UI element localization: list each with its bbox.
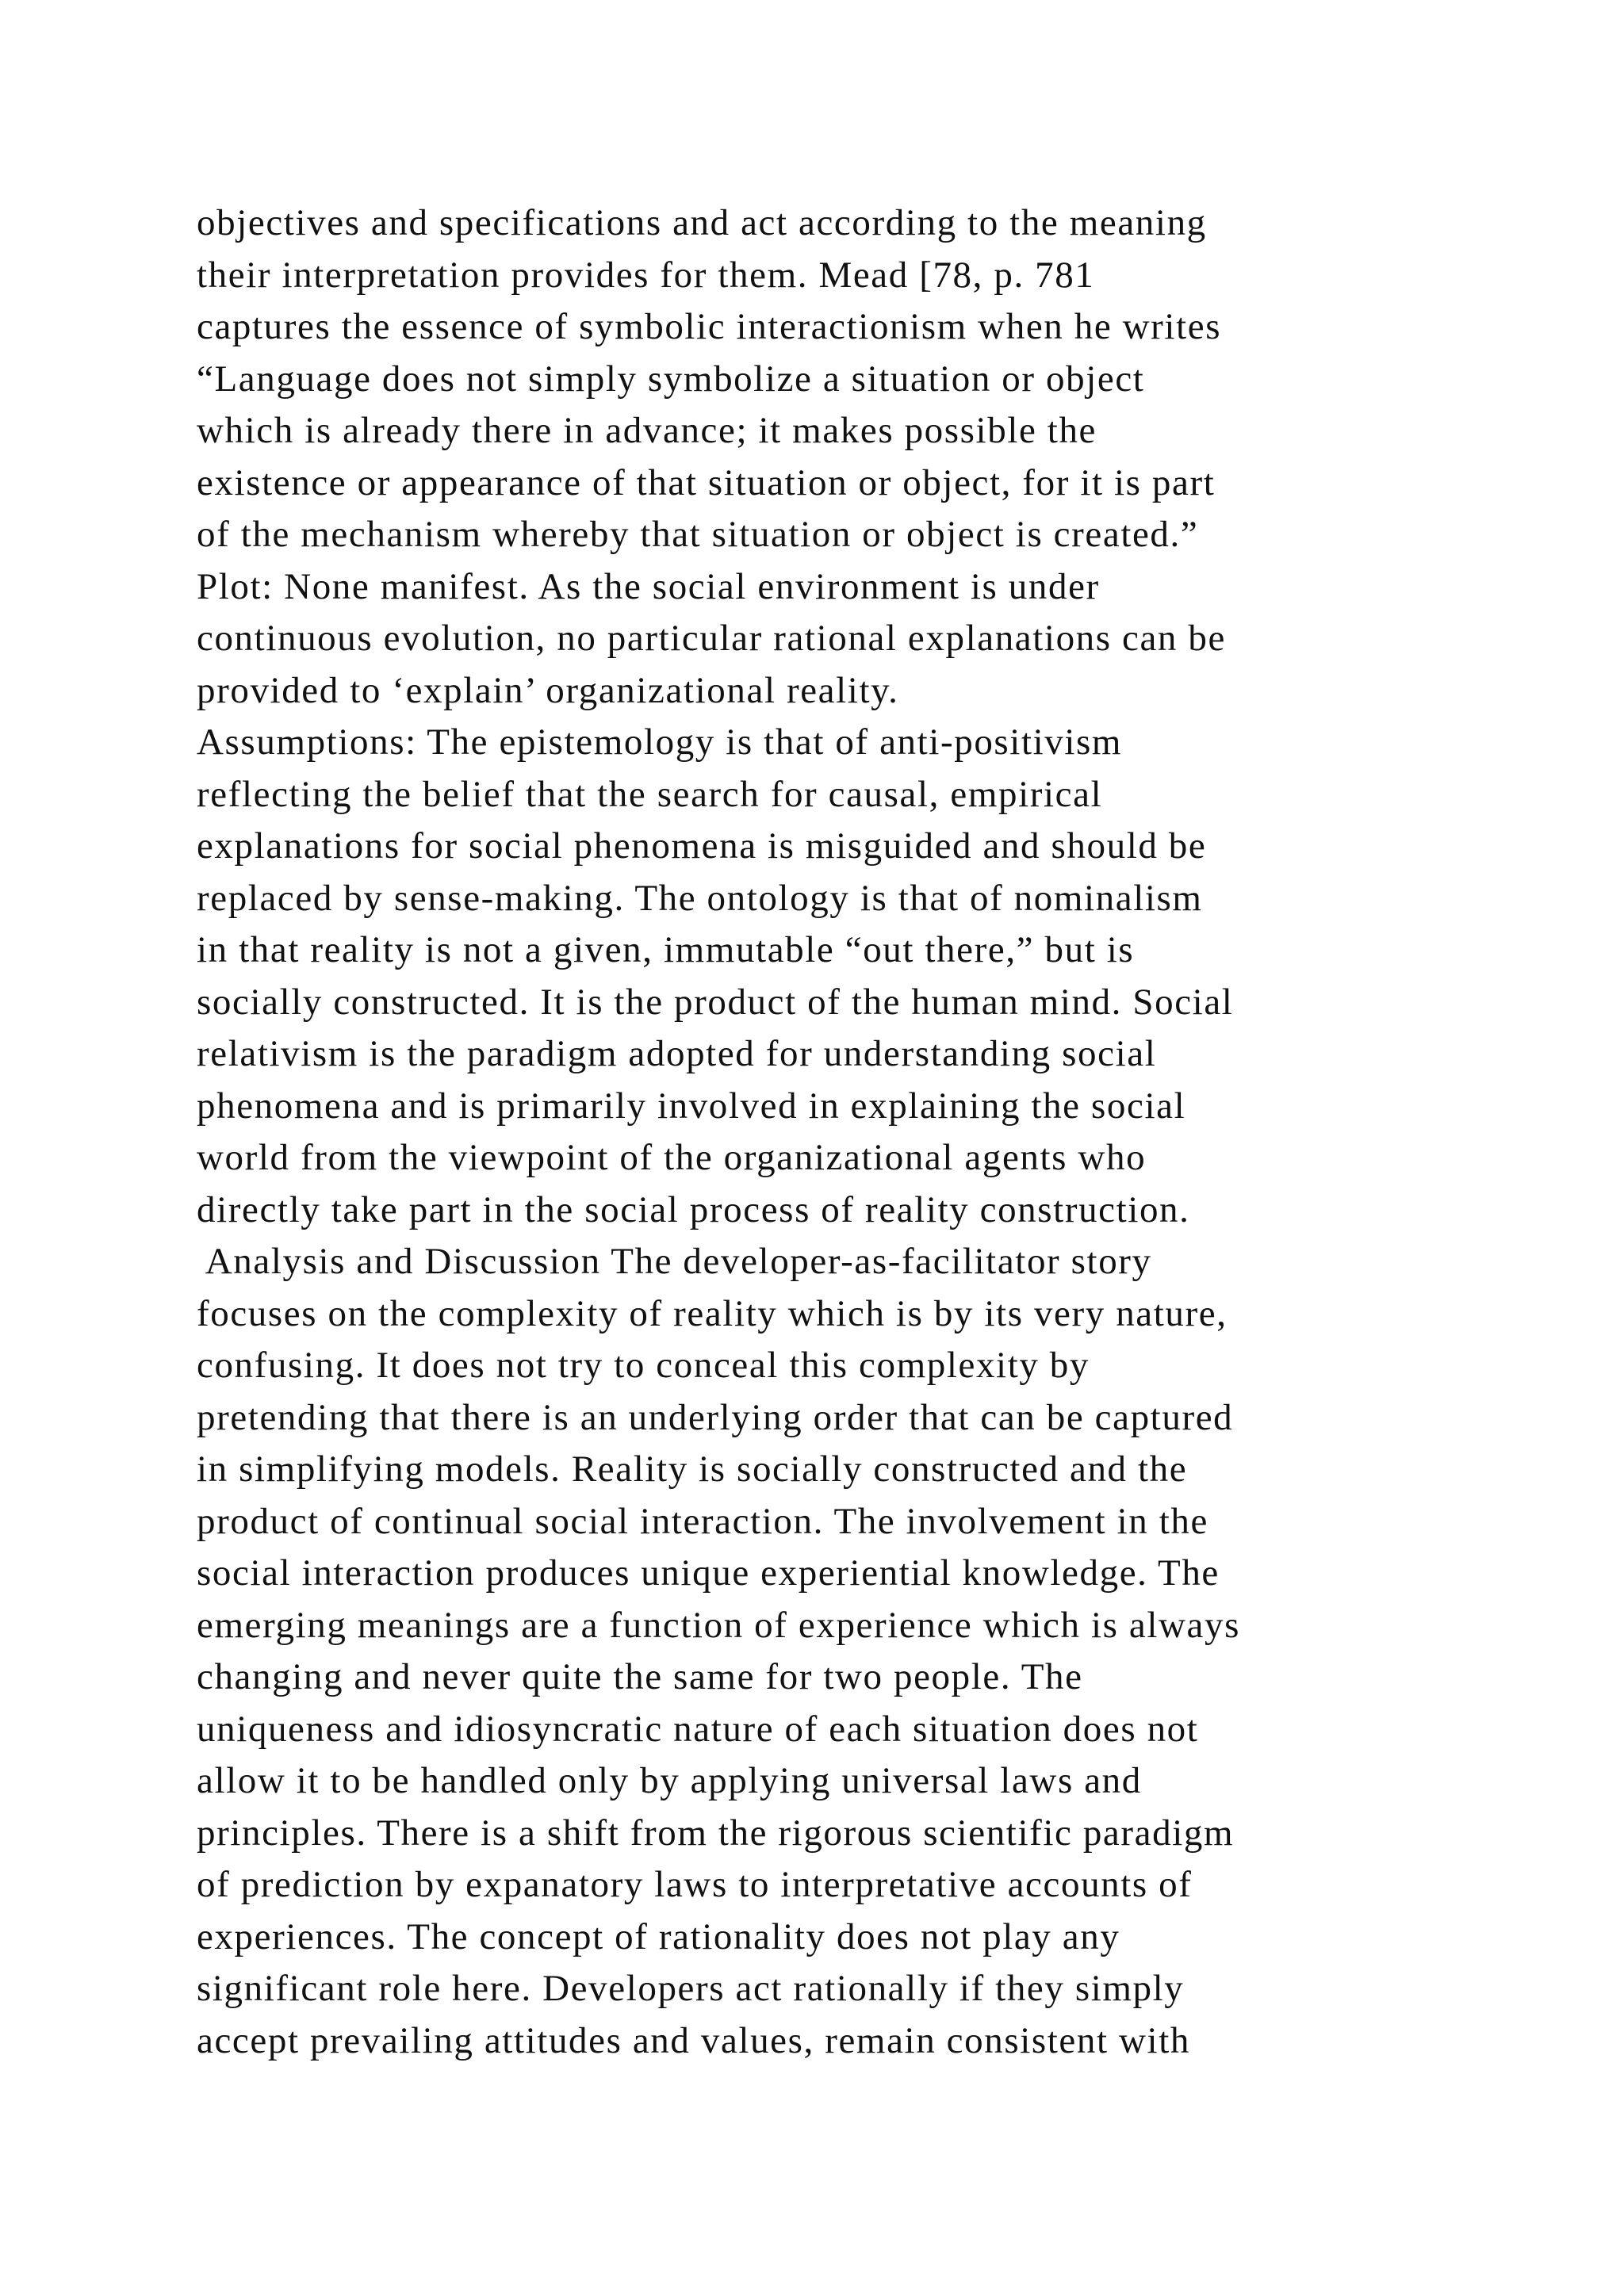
text-line: world from the viewpoint of the organizational agents who (197, 1137, 1147, 1178)
text-line: captures the essence of symbolic interactionism when he writes (197, 306, 1222, 347)
text-line: focuses on the complexity of reality which is by its very nature, (197, 1292, 1228, 1334)
text-line: of prediction by expanatory laws to interpretative accounts of (197, 1864, 1193, 1905)
text-line: provided to ‘explain’ organizational reality. (197, 669, 899, 711)
text-line: objectives and specifications and act according to the meaning (197, 202, 1207, 243)
text-line: principles. There is a shift from the rigorous scientific paradigm (197, 1812, 1235, 1854)
text-line: directly take part in the social process of reality construction. (197, 1188, 1190, 1230)
text-line: reflecting the belief that the search for causal, empirical (197, 773, 1103, 815)
text-line: in simplifying models. Reality is socially constructed and the (197, 1448, 1188, 1490)
text-line: relativism is the paradigm adopted for understanding social (197, 1033, 1157, 1074)
text-line: socially constructed. It is the product of the human mind. Social (197, 981, 1234, 1023)
text-line: accept prevailing attitudes and values, remain consistent with (197, 2019, 1190, 2061)
text-line: replaced by sense-making. The ontology is that of nominalism (197, 877, 1203, 919)
text-line: experiences. The concept of rationality does not play any (197, 1915, 1120, 1957)
text-line: pretending that there is an underlying order that can be captured (197, 1396, 1234, 1438)
text-line: in that reality is not a given, immutable “out there,” but is (197, 929, 1135, 970)
text-line: significant role here. Developers act rationally if they simply (197, 1968, 1185, 2009)
text-line: “Language does not simply symbolize a situation or object (197, 358, 1145, 400)
text-line: changing and never quite the same for two people. The (197, 1656, 1083, 1697)
text-line: of the mechanism whereby that situation or object is created.” (197, 514, 1199, 555)
text-line: emerging meanings are a function of experience which is always (197, 1604, 1240, 1646)
text-line: Analysis and Discussion The developer-as-facilitator story (197, 1241, 1152, 1282)
text-line: product of continual social interaction. The involvement in the (197, 1500, 1208, 1542)
text-line: allow it to be handled only by applying universal laws and (197, 1760, 1142, 1801)
text-line: Plot: None manifest. As the social environment is under (197, 565, 1100, 607)
text-line: explanations for social phenomena is misguided and should be (197, 825, 1207, 867)
text-line: social interaction produces unique experiential knowledge. The (197, 1552, 1220, 1594)
text-line: existence or appearance of that situation or object, for it is part (197, 461, 1216, 503)
body-text (197, 197, 1481, 2067)
text-line: phenomena and is primarily involved in explaining the social (197, 1085, 1186, 1127)
text-line: confusing. It does not try to conceal this complexity by (197, 1345, 1090, 1386)
text-line: continuous evolution, no particular rational explanations can be (197, 618, 1226, 659)
text-line: Assumptions: The epistemology is that of anti-positivism (197, 721, 1123, 763)
text-line: their interpretation provides for them. Mead [78, p. 781 (197, 254, 1095, 296)
text-line: uniqueness and idiosyncratic nature of each situation does not (197, 1708, 1199, 1750)
text-line: which is already there in advance; it makes possible the (197, 410, 1097, 451)
